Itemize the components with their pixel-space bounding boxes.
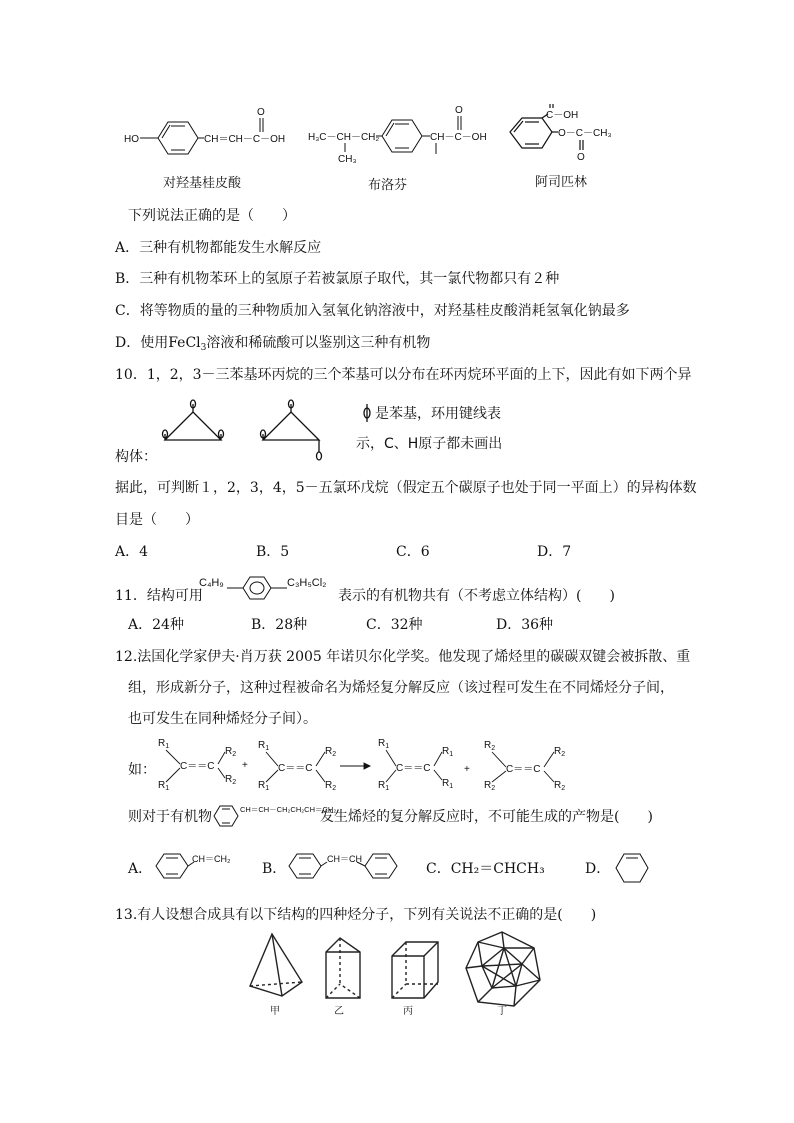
svg-text:R1: $R_1$	[378, 738, 390, 750]
q11-option-c[interactable]	[366, 616, 423, 634]
structure-name-1: 对羟基桂皮酸	[163, 176, 242, 191]
svg-text:R1: $R_1$	[442, 778, 454, 790]
styrene-structure[interactable]	[152, 846, 242, 886]
q12-option-b[interactable]	[262, 860, 286, 878]
option-text: CH₂＝CHCH₃	[450, 861, 545, 877]
q10-option-a[interactable]	[115, 543, 148, 561]
svg-text:R2: $R_2$	[484, 740, 496, 752]
option-label: B．	[256, 544, 281, 560]
q10-line2: 构体：	[115, 449, 157, 465]
q12-line4-after: 发生烯烃的复分解反应时，不可能生成的产物是( )	[320, 809, 653, 825]
option-label: D．	[537, 544, 563, 560]
phenyl-diene-structure	[212, 800, 337, 832]
q12-line3: 也可发生在同种烯烃分子间）。	[128, 711, 317, 727]
option-label: A．	[115, 240, 140, 256]
svg-text:C₄H₉: C₄H₉	[199, 577, 224, 589]
option-label: C．	[396, 544, 421, 560]
svg-text:R2: $R_2$	[325, 780, 337, 792]
question-number: 10．	[115, 367, 147, 383]
q10-option-c[interactable]	[396, 543, 430, 561]
svg-text:R1: $R_1$	[158, 780, 170, 792]
svg-text:C₃H₅Cl₂: C₃H₅Cl₂	[287, 577, 327, 589]
option-label: D．	[585, 861, 611, 877]
q12-option-d[interactable]	[585, 860, 610, 878]
svg-text:R1: $R_1$	[158, 738, 170, 750]
svg-text:CH＝CH₂: CH＝CH₂	[192, 854, 231, 864]
q11-option-b[interactable]	[251, 616, 307, 634]
q11-line	[115, 587, 203, 605]
q10-legend-line1: 是苯基，环用键线表	[375, 406, 501, 422]
option-text: 三种有机物苯环上的氢原子若被氯原子取代，其一氯代物都只有２种	[139, 271, 560, 287]
question-number: 12.	[115, 649, 138, 665]
q10-option-d[interactable]	[537, 543, 571, 561]
svg-text:C＝＝C: C＝＝C	[506, 764, 541, 775]
q12-example-label: 如：	[128, 762, 156, 778]
option-text: 将等物质的量的三种物质加入氢氧化钠溶液中，对羟基桂皮酸消耗氢氧化钠最多	[139, 303, 630, 319]
top-structures	[118, 104, 638, 174]
metathesis-equation	[150, 734, 580, 794]
q13-line	[115, 906, 596, 924]
option-text-1: 使用FeCl	[140, 335, 201, 351]
hydrocarbon-cage-structures	[242, 930, 562, 1015]
q10-option-b[interactable]	[256, 543, 289, 561]
option-text-2: 溶液和稀硫酸可以鉴别这三种有机物	[206, 335, 431, 351]
svg-text:R1: $R_1$	[258, 740, 270, 752]
option-text: 32种	[390, 617, 423, 633]
svg-text:C＝＝C: C＝＝C	[396, 763, 431, 774]
option-label: A．	[128, 861, 153, 877]
option-label: C．	[115, 303, 140, 319]
structure-name-3: 阿司匹林	[535, 175, 588, 190]
svg-text:R2: $R_2$	[484, 780, 496, 792]
svg-text:R2: $R_2$	[554, 780, 566, 792]
q13-label-ding: 丁	[497, 1006, 507, 1017]
q9-stem: 下列说法正确的是（ ）	[128, 208, 296, 224]
svg-text:+: +	[464, 764, 470, 775]
question-text-1: 结构可用	[146, 588, 203, 604]
svg-text:CH＝CH－C－OH: CH＝CH－C－OH	[204, 134, 286, 145]
option-text: 28种	[275, 617, 308, 633]
svg-text:HO: HO	[124, 134, 139, 145]
q13-label-jia: 甲	[270, 1006, 280, 1017]
q12-line4-before: 则对于有机物	[128, 809, 212, 825]
svg-text:CH＝CH: CH＝CH	[327, 854, 362, 864]
option-label: C．	[366, 617, 391, 633]
option-label: A．	[128, 617, 153, 633]
svg-text:R2: $R_2$	[225, 774, 237, 786]
option-text: 4	[139, 544, 149, 560]
svg-text:H₃C－CH－CH₂: H₃C－CH－CH₂	[308, 132, 380, 143]
option-text: 36种	[521, 617, 554, 633]
svg-text:R2: $R_2$	[225, 746, 237, 758]
option-text: 6	[420, 544, 430, 560]
question-text: 有人设想合成具有以下结构的四种烃分子，下列有关说法不正确的是( )	[137, 907, 597, 923]
svg-text:CH＝CH－CH₂CH₂CH＝CH₂: CH＝CH－CH₂CH₂CH＝CH₂	[240, 805, 337, 814]
q9-option-d[interactable]	[115, 334, 430, 357]
option-text: 7	[562, 544, 572, 560]
q10-line3: 据此，可判断１，2，3，4，5－五氯环戊烷（假定五个碳原子也处于同一平面上）的异构体数	[115, 480, 697, 496]
svg-text:O－C－CH₃: O－C－CH₃	[558, 128, 612, 139]
option-label: A．	[115, 544, 140, 560]
q11-text-after: 表示的有机物共有（不考虑立体结构）( )	[338, 588, 615, 604]
q9-option-b[interactable]	[115, 270, 559, 288]
q12-line1	[115, 648, 690, 666]
q11-option-a[interactable]	[128, 616, 184, 634]
q9-option-c[interactable]	[115, 302, 630, 320]
svg-text:R2: $R_2$	[554, 746, 566, 758]
q10-line1	[115, 366, 692, 384]
c4h9-benzene-c3h5cl2-structure	[197, 570, 347, 606]
svg-text:O: O	[577, 152, 585, 163]
option-label: B．	[251, 617, 276, 633]
svg-text:C＝＝C: C＝＝C	[180, 761, 215, 772]
svg-text:+: +	[242, 760, 248, 771]
ibuprofen-structure	[308, 105, 487, 165]
hydroxycinnamic-acid-structure	[124, 107, 285, 154]
option-text: 24种	[152, 617, 184, 633]
option-text: 5	[280, 544, 290, 560]
q10-legend-line2: 示，C、H原子都未画出	[356, 436, 503, 452]
question-text: 1，2，3－三苯基环丙烷的三个苯基可以分布在环丙烷环平面的上下，因此有如下两个异	[146, 367, 692, 383]
cyclohexene-structure[interactable]	[610, 848, 654, 888]
q12-option-c[interactable]	[426, 860, 545, 878]
q13-label-yi: 乙	[334, 1006, 344, 1017]
stilbene-structure[interactable]	[285, 846, 405, 886]
phenyl-legend-icon	[361, 404, 373, 422]
question-text: 法国化学家伊夫·肖万获 2005 年诺贝尔化学奖。他发现了烯烃里的碳碳双键会被拆散、重	[137, 649, 691, 665]
q12-option-a[interactable]	[128, 860, 152, 878]
option-label: C．	[426, 861, 451, 877]
q9-option-a[interactable]	[115, 239, 321, 257]
svg-text:C－OH: C－OH	[546, 110, 579, 121]
svg-text:O: O	[455, 105, 463, 116]
question-number: 13.	[115, 907, 138, 923]
option-text: 三种有机物都能发生水解反应	[139, 240, 322, 256]
q13-label-bing: 丙	[403, 1006, 413, 1017]
cyclopropane-isomers	[155, 398, 345, 462]
q10-line4: 目是（ ）	[115, 512, 199, 528]
structure-name-2: 布洛芬	[368, 178, 408, 193]
svg-text:C＝＝C: C＝＝C	[278, 763, 313, 774]
svg-text:CH－C－OH: CH－C－OH	[430, 132, 487, 143]
svg-text:CH₃: CH₃	[338, 154, 357, 165]
aspirin-structure	[510, 104, 612, 163]
q12-line2: 组，形成新分子，这种过程被命名为烯烃复分解反应（该过程可发生在不同烯烃分子间，	[128, 680, 674, 696]
option-label: D．	[115, 335, 141, 351]
q11-option-d[interactable]	[496, 616, 553, 634]
option-label: D．	[496, 617, 522, 633]
svg-text:R1: $R_1$	[378, 780, 390, 792]
svg-text:R2: $R_2$	[325, 746, 337, 758]
svg-text:R1: $R_1$	[442, 746, 454, 758]
option-label: B．	[115, 271, 140, 287]
option-label: B．	[262, 861, 287, 877]
question-number: 11．	[115, 588, 147, 604]
svg-text:R1: $R_1$	[258, 780, 270, 792]
svg-text:O: O	[257, 107, 265, 118]
subscript: 3	[200, 343, 207, 353]
